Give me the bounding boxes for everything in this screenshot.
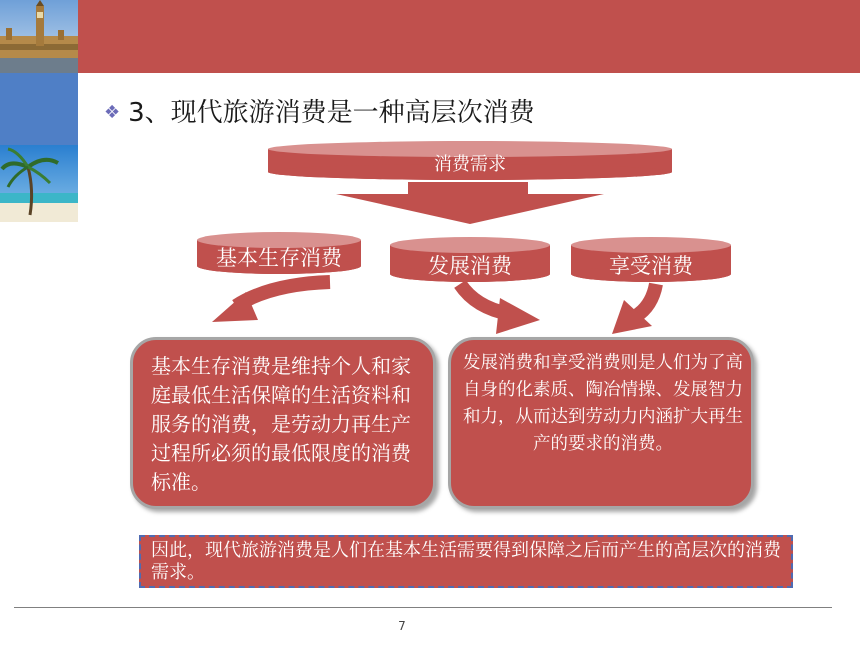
basic-consumption-text: 基本生存消费是维持个人和家庭最低生活保障的生活资料和服务的消费，是劳动力再生产过程所必须的最低限度的消费标准。: [151, 354, 411, 494]
summary-text: 因此，现代旅游消费是人们在基本生活需要得到保障之后而产生的高层次的消费需求。: [151, 540, 781, 583]
basic-consumption-box: [130, 337, 436, 509]
summary-box: [139, 535, 793, 588]
top-disk-label: 消费需求: [434, 154, 506, 175]
disk-enjoy-label: 享受消费: [609, 254, 693, 278]
curved-arrow-middle: [460, 284, 540, 334]
disk-development-label: 发展消费: [428, 254, 512, 278]
curved-arrow-left: [212, 282, 330, 322]
down-arrow-shape: [336, 182, 604, 224]
disk-basic-label: 基本生存消费: [216, 246, 342, 270]
diamond-bullet-icon: ❖: [104, 102, 121, 123]
curved-arrow-right: [612, 284, 656, 334]
footer-divider: [14, 607, 832, 608]
heading-text: 3、现代旅游消费是一种高层次消费: [128, 98, 535, 128]
development-consumption-box: [448, 337, 754, 509]
page-number: 7: [398, 619, 406, 633]
development-consumption-text: 发展消费和享受消费则是人们为了高自身的化素质、陶冶情操、发展智力和力，从而达到劳动力内涵扩大再生产的要求的消费。: [463, 353, 743, 454]
